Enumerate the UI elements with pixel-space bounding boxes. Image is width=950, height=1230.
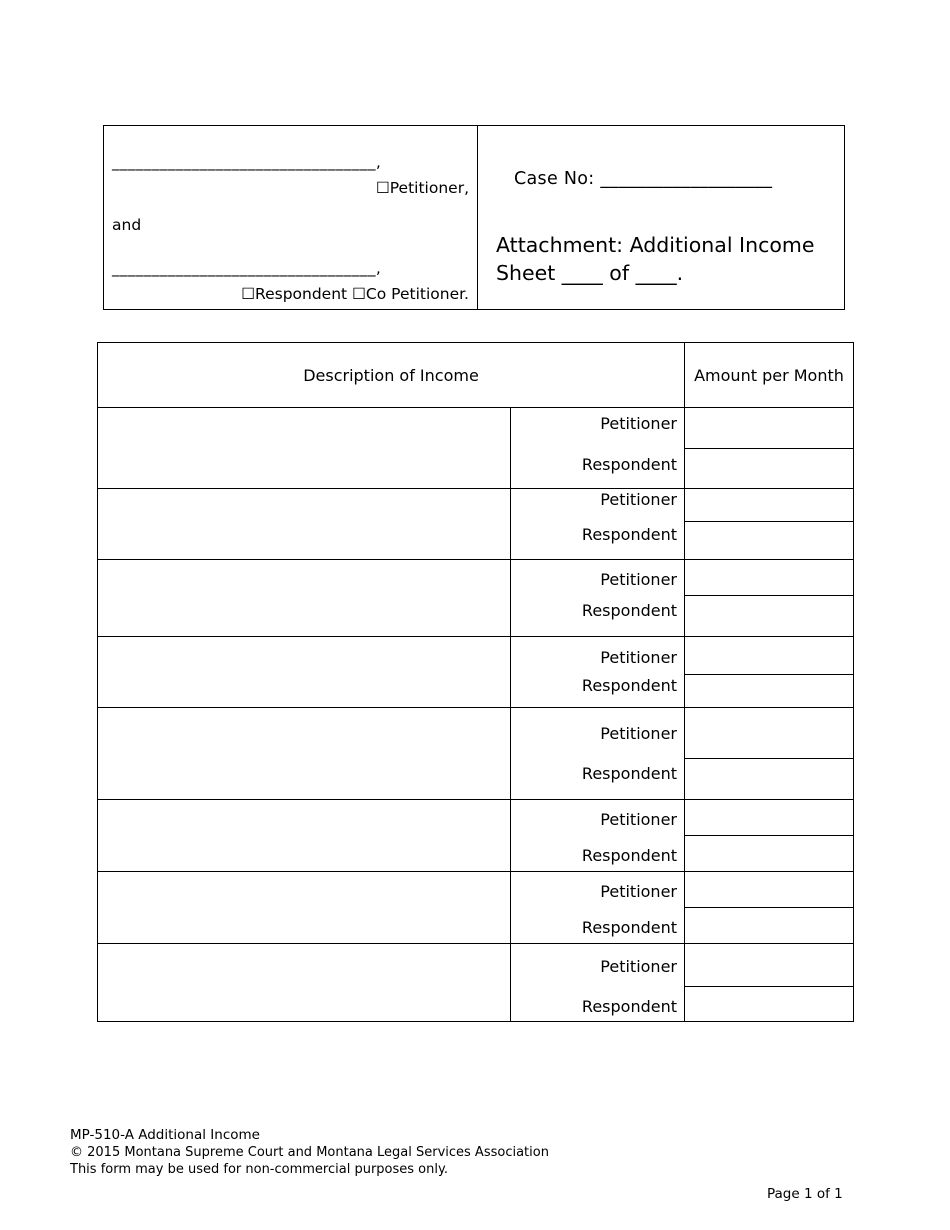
case-caption-box	[103, 125, 845, 310]
respondent-label: Respondent	[581, 997, 677, 1016]
table-row	[98, 560, 854, 596]
respondent-amount-cell[interactable]	[685, 987, 854, 1022]
respondent-label: Respondent	[581, 676, 677, 695]
table-header-row	[98, 343, 854, 408]
copyright-text: © 2015 Montana Supreme Court and Montana Legal Services Association	[70, 1145, 549, 1160]
income-description-cell[interactable]	[98, 560, 511, 637]
form-id: MP-510-A Additional Income	[70, 1127, 260, 1143]
petitioner-role-label[interactable]: ☐Petitioner,	[375, 179, 469, 197]
income-description-cell[interactable]	[98, 944, 511, 1022]
petitioner-label: Petitioner	[600, 882, 677, 901]
petitioner-label: Petitioner	[600, 957, 677, 976]
table-row	[98, 489, 854, 522]
table-row	[98, 408, 854, 449]
petitioner-label: Petitioner	[600, 810, 677, 829]
party-labels-cell	[511, 800, 685, 872]
petitioner-label: Petitioner	[600, 490, 677, 509]
table-row	[98, 800, 854, 836]
respondent-label: Respondent	[581, 764, 677, 783]
petitioner-label: Petitioner	[600, 648, 677, 667]
income-description-cell[interactable]	[98, 637, 511, 708]
table-row	[98, 872, 854, 908]
respondent-label: Respondent	[581, 918, 677, 937]
respondent-label: Respondent	[581, 525, 677, 544]
party-labels-cell	[511, 708, 685, 800]
respondent-name-blank[interactable]: _________________________________,	[112, 259, 382, 277]
party-labels-cell	[511, 560, 685, 637]
table-row	[98, 944, 854, 987]
party-labels-cell	[511, 637, 685, 708]
page-number: Page 1 of 1	[767, 1186, 843, 1202]
footer	[70, 1127, 549, 1178]
respondent-amount-cell[interactable]	[685, 522, 854, 560]
respondent-label: Respondent	[581, 455, 677, 474]
petitioner-label: Petitioner	[600, 570, 677, 589]
case-number-field[interactable]: Case No: ___________________	[514, 169, 773, 189]
petitioner-name-blank[interactable]: _________________________________,	[112, 153, 382, 171]
respondent-amount-cell[interactable]	[685, 908, 854, 944]
respondent-amount-cell[interactable]	[685, 759, 854, 800]
party-labels-cell	[511, 408, 685, 489]
income-table	[97, 342, 854, 1022]
respondent-amount-cell[interactable]	[685, 596, 854, 637]
party-labels-cell	[511, 872, 685, 944]
income-description-cell[interactable]	[98, 872, 511, 944]
respondent-amount-cell[interactable]	[685, 836, 854, 872]
petitioner-amount-cell[interactable]	[685, 872, 854, 908]
party-labels-cell	[511, 944, 685, 1022]
respondent-amount-cell[interactable]	[685, 675, 854, 708]
respondent-label: Respondent	[581, 601, 677, 620]
table-row	[98, 708, 854, 759]
respondent-role-label[interactable]: ☐Respondent ☐Co Petitioner.	[241, 285, 469, 303]
petitioner-amount-cell[interactable]	[685, 560, 854, 596]
income-description-cell[interactable]	[98, 489, 511, 560]
table-row	[98, 637, 854, 675]
respondent-amount-cell[interactable]	[685, 449, 854, 489]
income-description-cell[interactable]	[98, 800, 511, 872]
party-names-section	[104, 126, 478, 310]
income-description-cell[interactable]	[98, 708, 511, 800]
petitioner-label: Petitioner	[600, 414, 677, 433]
income-description-cell[interactable]	[98, 408, 511, 489]
petitioner-amount-cell[interactable]	[685, 637, 854, 675]
description-header: Description of Income	[98, 343, 685, 408]
respondent-label: Respondent	[581, 846, 677, 865]
petitioner-amount-cell[interactable]	[685, 489, 854, 522]
petitioner-amount-cell[interactable]	[685, 944, 854, 987]
petitioner-amount-cell[interactable]	[685, 800, 854, 836]
petitioner-amount-cell[interactable]	[685, 708, 854, 759]
party-labels-cell	[511, 489, 685, 560]
attachment-title: Attachment: Additional Income Sheet ____ of ____.	[496, 233, 815, 285]
usage-text: This form may be used for non-commercial purposes only.	[70, 1162, 448, 1177]
and-text: and	[112, 216, 142, 234]
petitioner-label: Petitioner	[600, 724, 677, 743]
petitioner-amount-cell[interactable]	[685, 408, 854, 449]
amount-header: Amount per Month	[685, 343, 854, 408]
